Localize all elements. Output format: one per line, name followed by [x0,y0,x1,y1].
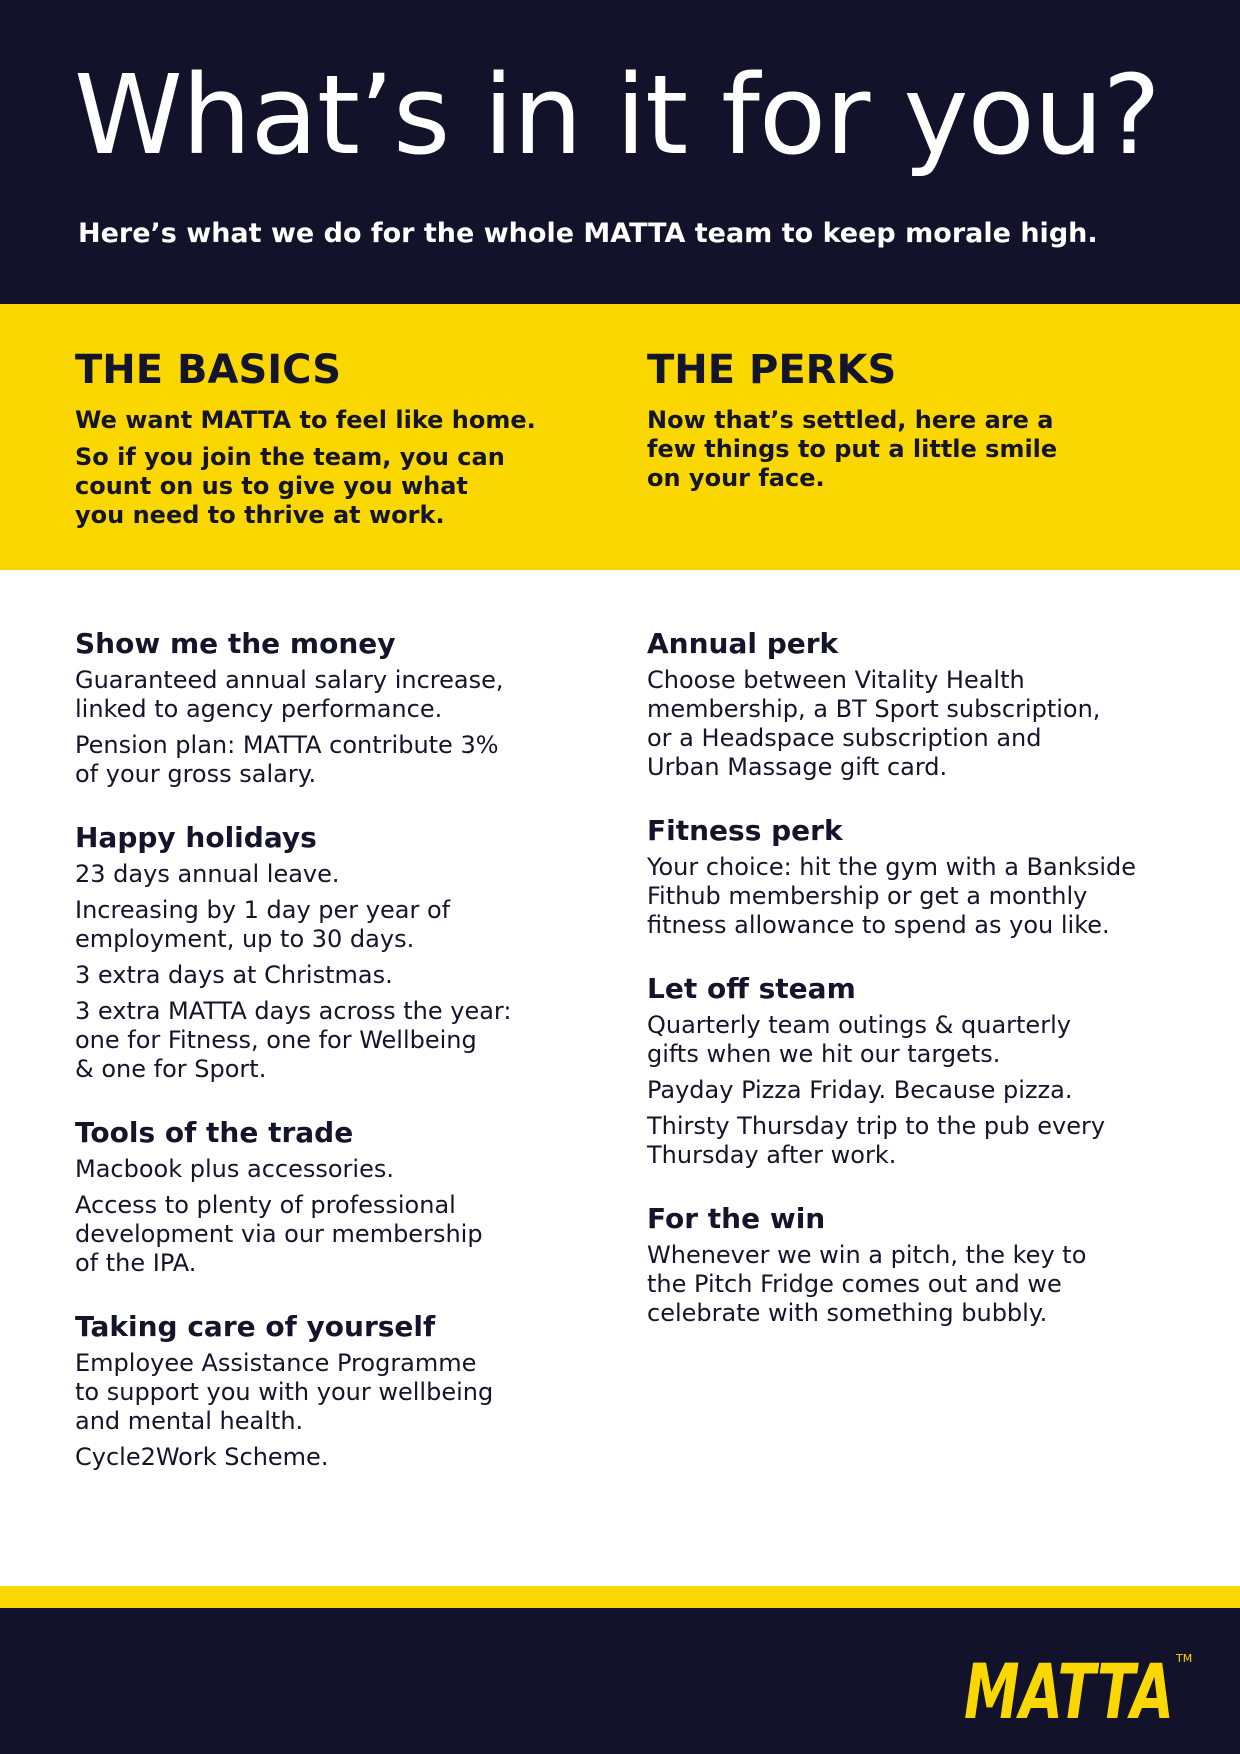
benefit-section-money [75,626,595,789]
perk-item: Choose between Vitality Health membership, a BT Sport subscription, or a Headspace subscription and Urban Massage gift card. [647,666,1101,781]
benefit-item: Pension plan: MATTA contribute 3% of your gross salary. [75,731,499,788]
benefit-item: Employee Assistance Programme to support you with your wellbeing and mental health. [75,1349,494,1435]
hero-header [0,0,1240,304]
benefit-item: 3 extra MATTA days across the year: one for Fitness, one for Wellbeing & one for Sport. [75,997,512,1083]
perks-heading: THE PERKS [647,347,897,393]
intro-band [0,304,1240,570]
benefit-item: 23 days annual leave. [75,860,340,888]
benefit-item: Macbook plus accessories. [75,1155,394,1183]
logo-wordmark: MATTA [964,1648,1174,1730]
basics-intro [75,344,595,538]
page-title: What’s in it for you? [74,51,1160,179]
benefit-item: Guaranteed annual salary increase, linked to agency performance. [75,666,504,723]
benefit-item: 3 extra days at Christmas. [75,961,393,989]
perk-section-fitness [647,813,1187,940]
basics-intro-line: We want MATTA to feel like home. [75,406,536,434]
perk-item: Thirsty Thursday trip to the pub every Thursday after work. [647,1112,1106,1169]
benefit-title: Taking care of yourself [75,1310,436,1343]
benefit-item: Increasing by 1 day per year of employment, up to 30 days. [75,896,451,953]
benefit-section-tools [75,1115,595,1278]
perk-title: Fitness perk [647,814,843,847]
benefit-title: Happy holidays [75,821,317,854]
perk-section-annual [647,626,1187,782]
perk-section-win [647,1201,1187,1328]
basics-intro-line: So if you join the team, you can count on us to give you what you need to thrive at work. [75,443,505,529]
perk-title: Let off steam [647,972,856,1005]
footer-stripe [0,1586,1240,1608]
perks-column [647,626,1187,1359]
benefit-title: Tools of the trade [75,1116,354,1149]
perks-intro [647,344,1187,501]
perk-title: For the win [647,1202,826,1235]
benefit-item: Cycle2Work Scheme. [75,1443,329,1471]
perk-item: Whenever we win a pitch, the key to the Pitch Fridge comes out and we celebrate with something bubbly. [647,1241,1087,1327]
perk-section-steam [647,971,1187,1170]
basics-heading: THE BASICS [75,347,342,393]
trademark-mark: TM [1176,1652,1193,1665]
benefit-title: Show me the money [75,627,396,660]
matta-logo [962,1648,1198,1730]
page-subtitle: Here’s what we do for the whole MATTA team to keep morale high. [78,218,1098,249]
footer [0,1608,1240,1754]
benefit-section-self-care [75,1309,595,1472]
perk-item: Quarterly team outings & quarterly gifts when we hit our targets. [647,1011,1071,1068]
perk-item: Payday Pizza Friday. Because pizza. [647,1076,1073,1104]
benefit-section-holidays [75,820,595,1084]
perk-title: Annual perk [647,627,839,660]
benefit-item: Access to plenty of professional development via our membership of the IPA. [75,1191,483,1277]
basics-column [75,626,595,1503]
perk-item: Your choice: hit the gym with a Bankside Fithub membership or get a monthly fitness allowance to spend as you like. [647,853,1137,939]
perks-intro-line: Now that’s settled, here are a few things to put a little smile on your face. [647,406,1058,492]
